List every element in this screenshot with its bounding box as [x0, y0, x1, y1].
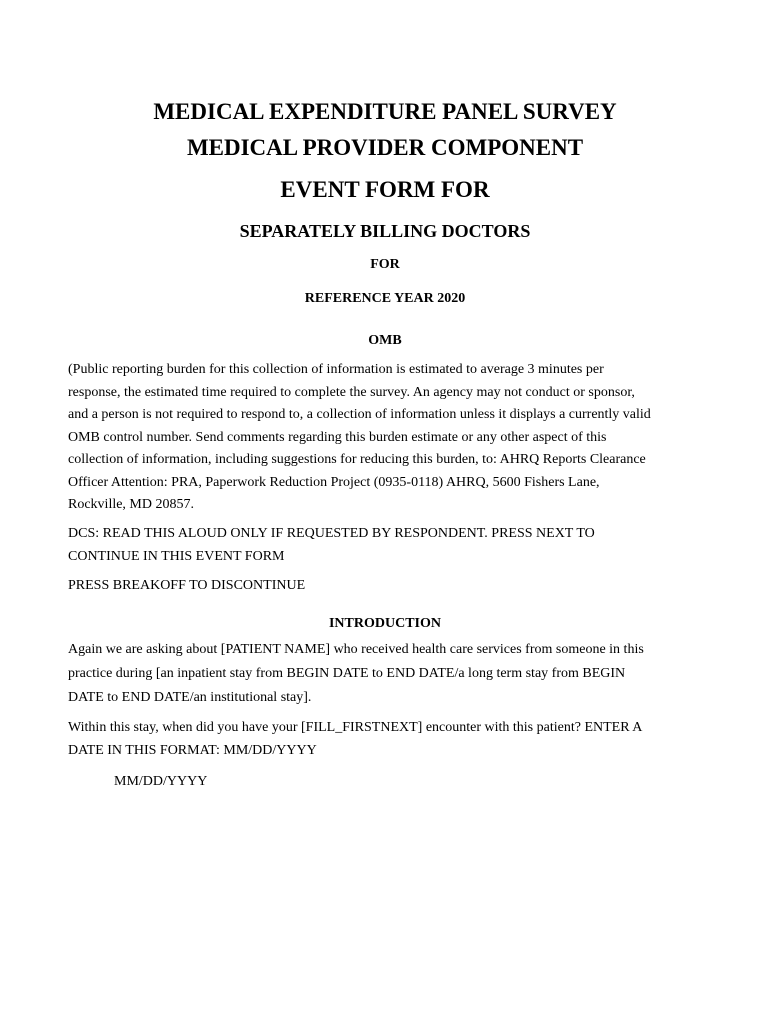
- burden-statement: [68, 359, 708, 517]
- intro-line: practice during [an inpatient stay from BEGIN DATE to END DATE/a long term stay from BEGIN: [68, 666, 626, 681]
- burden-line: (Public reporting burden for this collection of information is estimated to average 3 minutes per: [68, 362, 604, 377]
- burden-line: and a person is not required to respond to, a collection of information unless it displays a currently valid: [68, 407, 651, 422]
- burden-line: Rockville, MD 20857.: [68, 497, 194, 512]
- dcs-line: CONTINUE IN THIS EVENT FORM: [68, 548, 285, 564]
- burden-line: Officer Attention: PRA, Paperwork Reduction Project (0935-0118) AHRQ, 5600 Fishers Lane,: [68, 474, 600, 490]
- dcs-instruction: [68, 523, 708, 568]
- introduction-heading: INTRODUCTION: [328, 616, 441, 631]
- encounter-question: [68, 717, 708, 762]
- question-line: DATE IN THIS FORMAT: MM/DD/YYYY: [68, 742, 317, 758]
- for-label: FOR: [370, 257, 400, 272]
- introduction-text: [68, 638, 708, 710]
- omb-heading: OMB: [368, 333, 402, 348]
- form-subtitle: SEPARATELY BILLING DOCTORS: [239, 221, 531, 241]
- question-line: Within this stay, when did you have your [FILL_FIRSTNEXT] encounter with this patient? ENTER A: [68, 720, 643, 735]
- intro-line: DATE to END DATE/an institutional stay].: [68, 690, 312, 705]
- burden-line: collection of information, including suggestions for reducing this burden, to: AHRQ Reports Clearance: [68, 452, 646, 467]
- title-line-1: MEDICAL EXPENDITURE PANEL SURVEY: [153, 99, 617, 124]
- dcs-line: DCS: READ THIS ALOUD ONLY IF REQUESTED BY RESPONDENT. PRESS NEXT TO: [68, 526, 595, 541]
- title-line-2: MEDICAL PROVIDER COMPONENT: [186, 135, 584, 160]
- breakoff-instruction: PRESS BREAKOFF TO DISCONTINUE: [68, 578, 306, 593]
- title-line-3: EVENT FORM FOR: [280, 177, 490, 202]
- reference-year: REFERENCE YEAR 2020: [304, 291, 466, 306]
- burden-line: response, the estimated time required to complete the survey. An agency may not conduct or sponsor,: [68, 384, 635, 400]
- date-format-field[interactable]: MM/DD/YYYY: [114, 774, 208, 789]
- burden-line: OMB control number. Send comments regarding this burden estimate or any other aspect of this: [68, 429, 607, 445]
- intro-line: Again we are asking about [PATIENT NAME] who received health care services from someone in this: [68, 642, 644, 657]
